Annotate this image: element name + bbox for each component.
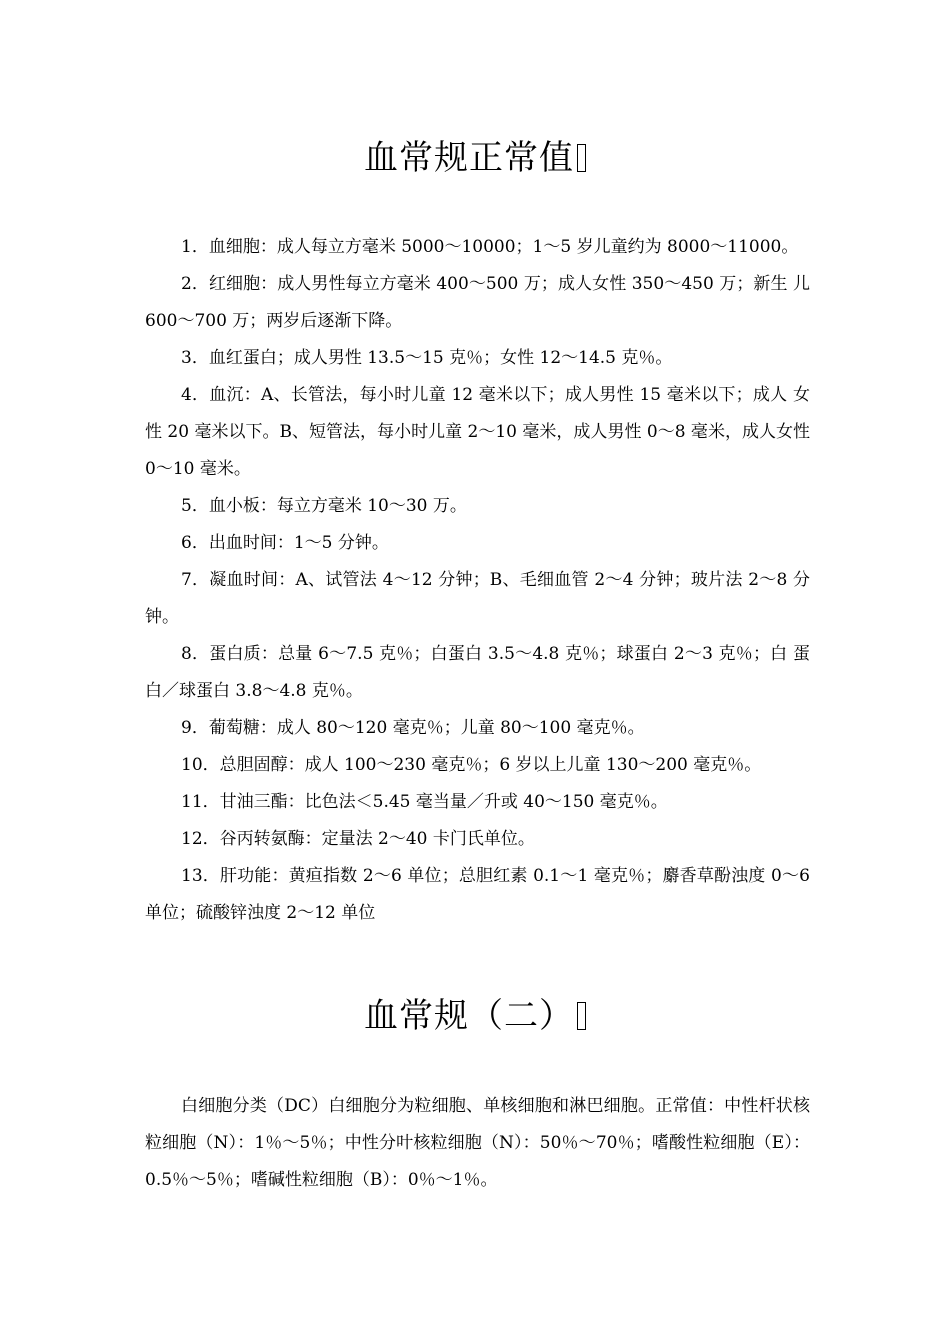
paragraph: 12．谷丙转氨酶：定量法 2～40 卡门氏单位。 xyxy=(181,829,535,849)
section-1-title xyxy=(0,138,950,178)
paragraph: 7．凝血时间：A、试管法 4～12 分钟；B、毛细血管 2～4 分钟；玻片法 2～8 分 钟。 xyxy=(145,570,810,627)
paragraph: 4．血沉：A、长管法，每小时儿童 12 毫米以下；成人男性 15 毫米以下；成人 女性 20 毫米以下。B、短管法，每小时儿童 2～10 毫米，成人男性 0～8 毫米，成人女性 0～10 毫米。 xyxy=(145,385,810,479)
paragraph: 10．总胆固醇：成人 100～230 毫克％；6 岁以上儿童 130～200 毫克％。 xyxy=(181,755,762,775)
paragraph: 13．肝功能：黄疸指数 2～6 单位；总胆红素 0.1～1 毫克％；麝香草酚浊度 0～6 单位；硫酸锌浊度 2～12 单位 xyxy=(145,866,810,923)
section-2-title xyxy=(0,996,950,1036)
paragraph: 11．甘油三酯：比色法＜5.45 毫当量／升或 40～150 毫克％。 xyxy=(181,792,668,812)
section-2-title-text: 血常规（二） xyxy=(364,996,574,1036)
missing-glyph-icon xyxy=(577,1002,586,1030)
paragraph: 白细胞分类（DC）白细胞分为粒细胞、单核细胞和淋巴细胞。正常值：中性杆状核粒细胞（N）：1％～5％；中性分叶核粒细胞（N）：50％～70％；嗜酸性粒细胞（E）：0.5％～5％；嗜碱性粒细胞（B）：0％～1％。 xyxy=(145,1096,810,1190)
section-2-body xyxy=(145,1088,810,1199)
paragraph: 5．血小板：每立方毫米 10～30 万。 xyxy=(181,496,467,516)
paragraph: 6．出血时间：1～5 分钟。 xyxy=(181,533,389,553)
section-1-title-text: 血常规正常值 xyxy=(364,138,574,178)
paragraph: 3．血红蛋白；成人男性 13.5～15 克％；女性 12～14.5 克％。 xyxy=(181,348,673,368)
paragraph: 9．葡萄糖：成人 80～120 毫克％；儿童 80～100 毫克％。 xyxy=(181,718,645,738)
paragraph: 1．血细胞：成人每立方毫米 5000～10000；1～5 岁儿童约为 8000～11000。 xyxy=(181,237,799,257)
paragraph: 2．红细胞：成人男性每立方毫米 400～500 万；成人女性 350～450 万；新生 儿 600～700 万；两岁后逐渐下降。 xyxy=(145,274,810,331)
section-1-body xyxy=(145,229,810,932)
paragraph: 8．蛋白质：总量 6～7.5 克％；白蛋白 3.5～4.8 克％；球蛋白 2～3 克％；白 蛋白／球蛋白 3.8～4.8 克％。 xyxy=(145,644,810,701)
missing-glyph-icon xyxy=(577,144,586,172)
